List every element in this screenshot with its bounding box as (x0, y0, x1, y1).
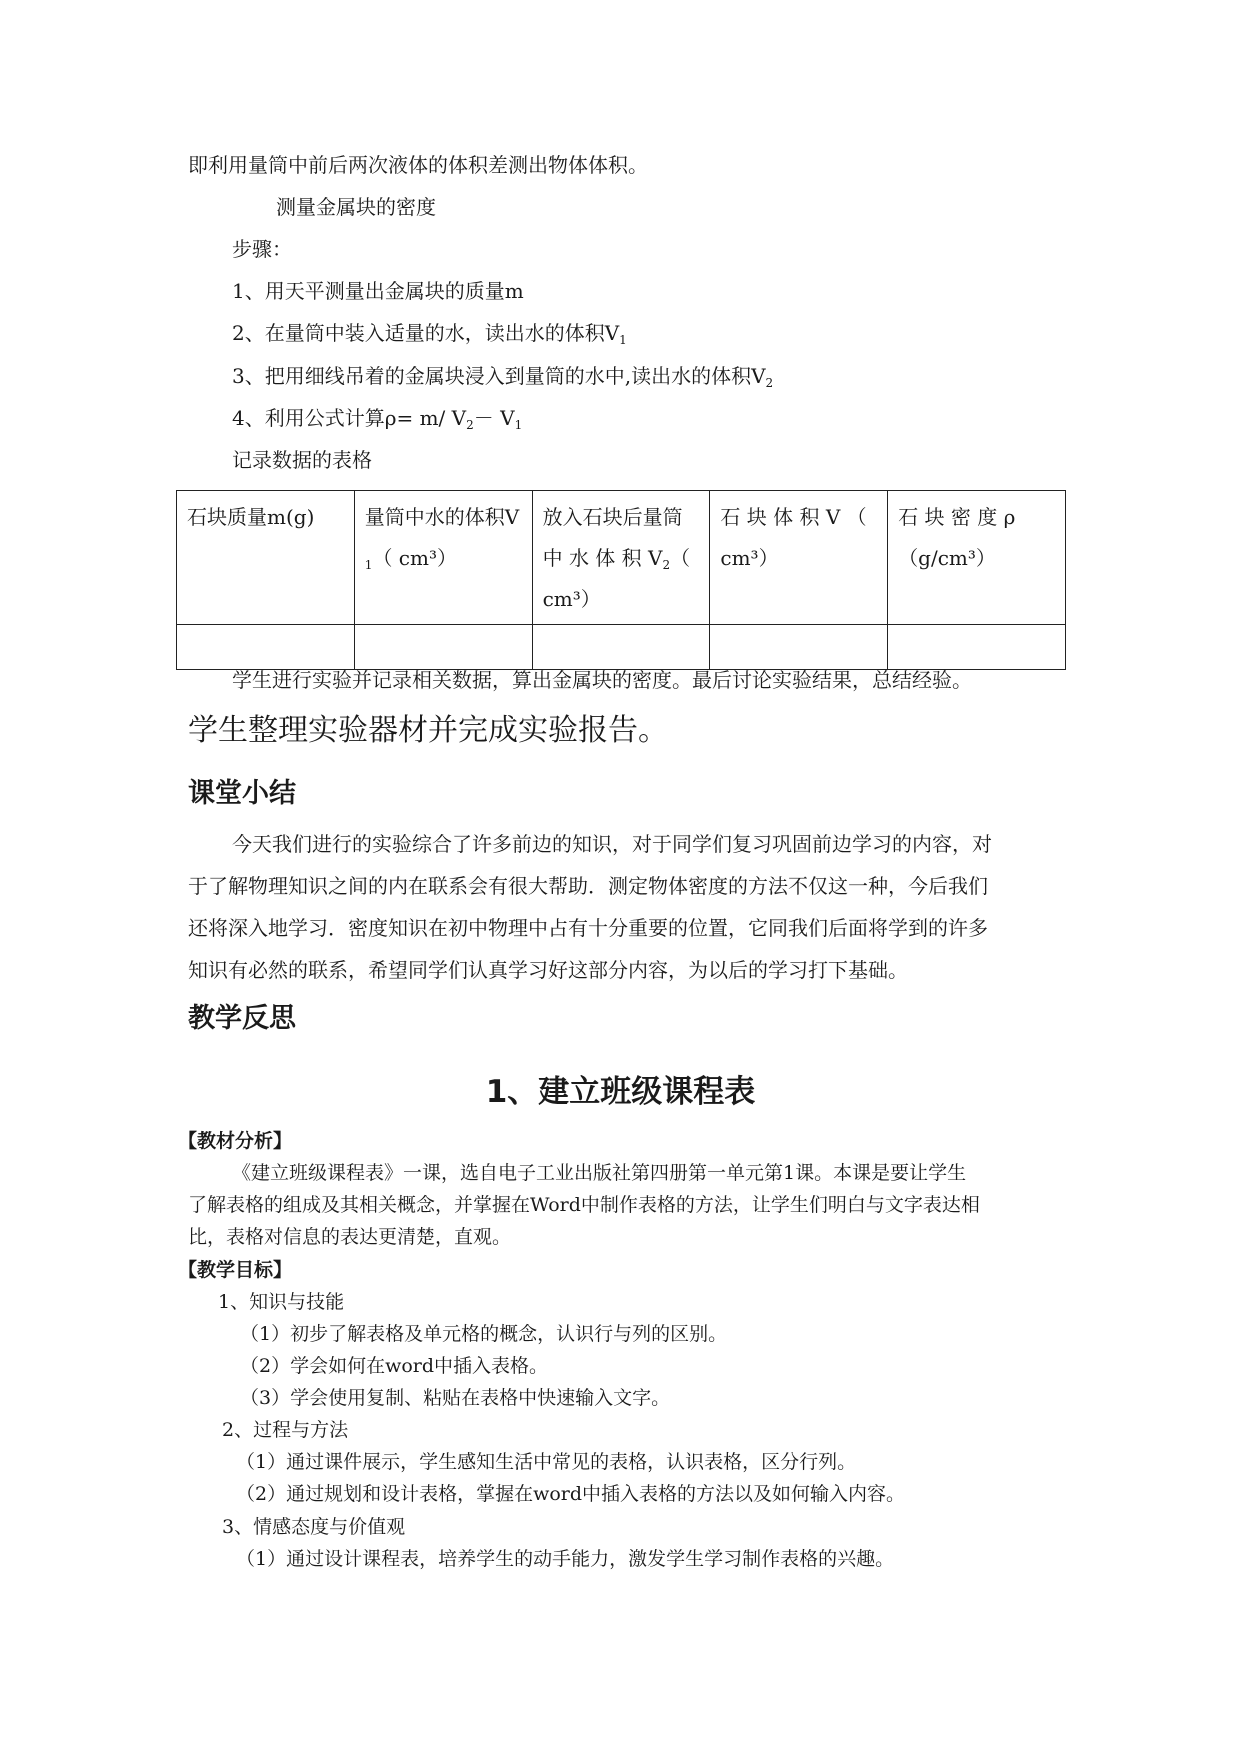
goal-1: 1、知识与技能 (218, 1291, 345, 1313)
analysis-tag: 【教材分析】 (178, 1130, 293, 1152)
table-header-mass: 石块质量m(g) (177, 491, 355, 625)
table-header-volume-after: 放入石块后量筒中 水 体 积 $V_2$（ cm³） (532, 491, 710, 625)
summary-line-2: 于了解物理知识之间的内在联系会有很大帮助．测定物体密度的方法不仅这一种，今后我们 (188, 874, 988, 898)
table-cell (888, 625, 1066, 670)
summary-line-1: 今天我们进行的实验综合了许多前边的知识，对于同学们复习巩固前边学习的内容，对 (232, 832, 992, 856)
goal-3: 3、情感态度与价值观 (222, 1516, 406, 1538)
table-cell (354, 625, 532, 670)
table-label: 记录数据的表格 (232, 448, 372, 472)
goal-3-a: （1）通过设计课程表，培养学生的动手能力，激发学生学习制作表格的兴趣。 (236, 1548, 895, 1570)
table-cell (710, 625, 888, 670)
summary-heading: 课堂小结 (188, 778, 296, 809)
table-cell (177, 625, 355, 670)
analysis-line-3: 比，表格对信息的表达更清楚，直观。 (188, 1226, 512, 1248)
goal-1-b: （2）学会如何在word中插入表格。 (240, 1355, 549, 1377)
table-row (177, 625, 1066, 670)
table-header-row (177, 491, 1066, 625)
data-record-table (176, 490, 1066, 670)
goals-tag: 【教学目标】 (178, 1259, 293, 1281)
goal-1-a: （1）初步了解表格及单元格的概念，认识行与列的区别。 (240, 1323, 728, 1345)
table-header-stone-density: 石 块 密 度 ρ （g/cm³） (888, 491, 1066, 625)
step-2: 2、在量筒中装入适量的水，读出水的体积$V_1$ (232, 321, 627, 347)
analysis-line-1: 《建立班级课程表》一课，选自电子工业出版社第四册第一单元第1课。本课是要让学生 (232, 1162, 967, 1184)
step-4: 4、利用公式计算ρ= m/ $V_2- V_1$ (232, 406, 523, 432)
lesson-title: 1、建立班级课程表 (485, 1074, 756, 1110)
step-1: 1、用天平测量出金属块的质量m (232, 279, 524, 303)
goal-2-a: （1）通过课件展示，学生感知生活中常见的表格，认识表格，区分行列。 (236, 1451, 857, 1473)
reflection-heading: 教学反思 (188, 1003, 296, 1034)
goal-2: 2、过程与方法 (222, 1419, 349, 1441)
table-header-stone-volume: 石 块 体 积 V （ cm³） (710, 491, 888, 625)
analysis-line-2: 了解表格的组成及其相关概念，并掌握在Word中制作表格的方法，让学生们明白与文字表达相 (188, 1194, 980, 1216)
steps-label: 步骤： (232, 237, 292, 261)
intro-line: 即利用量筒中前后两次液体的体积差测出物体体积。 (188, 153, 648, 177)
summary-line-4: 知识有必然的联系，希望同学们认真学习好这部分内容，为以后的学习打下基础。 (188, 958, 908, 982)
summary-line-3: 还将深入地学习．密度知识在初中物理中占有十分重要的位置，它同我们后面将学到的许多 (188, 916, 988, 940)
table-header-water-volume: 量筒中水的体积$V_1$（ cm³） (354, 491, 532, 625)
table-cell (532, 625, 710, 670)
goal-2-b: （2）通过规划和设计表格，掌握在word中插入表格的方法以及如何输入内容。 (236, 1483, 906, 1505)
goal-1-c: （3）学会使用复制、粘贴在表格中快速输入文字。 (240, 1387, 671, 1409)
experiment-title: 测量金属块的密度 (276, 195, 436, 219)
step-3: 3、把用细线吊着的金属块浸入到量筒的水中,读出水的体积$V_2$ (232, 364, 774, 390)
wrap-up-text: 学生整理实验器材并完成实验报告。 (188, 713, 668, 748)
after-table-text: 学生进行实验并记录相关数据，算出金属块的密度。最后讨论实验结果，总结经验。 (232, 668, 972, 692)
